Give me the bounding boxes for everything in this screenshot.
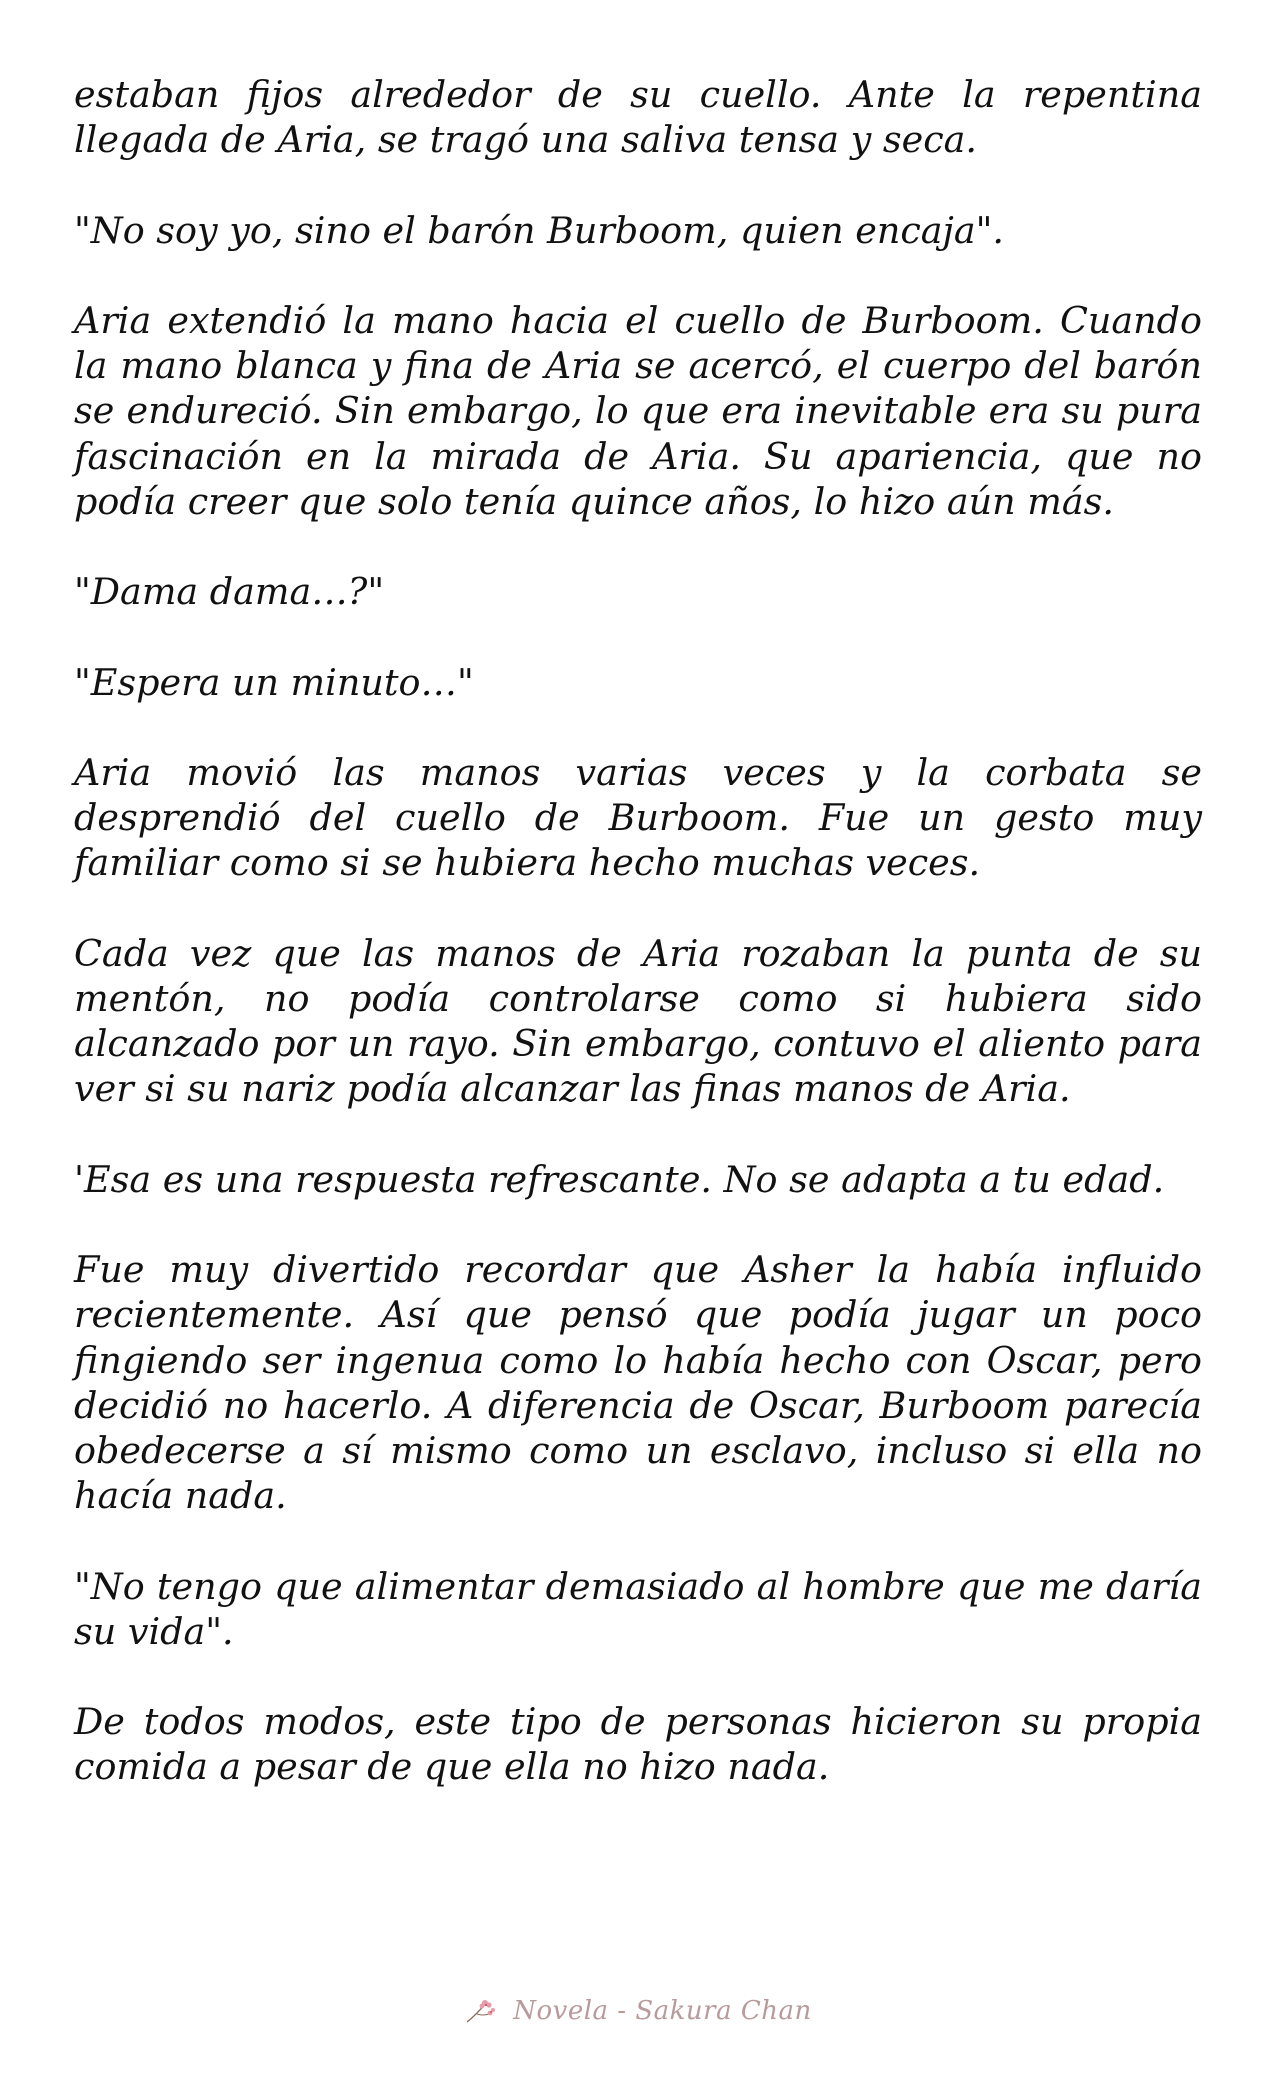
paragraph-4: "Dama dama…?" — [74, 570, 385, 614]
cherry-blossom-icon — [463, 1996, 503, 2026]
paragraph-5: "Espera un minuto…" — [74, 660, 474, 704]
watermark-brand: Novela - Sakura Chan — [513, 1996, 812, 2026]
document-body — [74, 72, 1202, 1835]
paragraph-10: "No tengo que alimentar demasiado al hombre que me daría su vida". — [74, 1564, 1202, 1653]
paragraph-7: Cada vez que las manos de Aria rozaban la punta de su mentón, no podía controlarse como si hubiera sido alcanzado por un rayo. Sin embargo, contuvo el aliento para ver si su nariz podía alcanzar las finas manos de Aria. — [74, 931, 1202, 1111]
paragraph-3: Aria extendió la mano hacia el cuello de Burboom. Cuando la mano blanca y fina de Aria se acercó, el cuerpo del barón se endureció. Sin embargo, lo que era inevitable era su pura fascinación en la mirada de Aria. Su apariencia, que no podía creer que solo tenía quince años, lo hizo aún más. — [74, 298, 1202, 523]
paragraph-11: De todos modos, este tipo de personas hicieron su propia comida a pesar de que ella no hizo nada. — [74, 1700, 1202, 1789]
paragraph-6: Aria movió las manos varias veces y la corbata se desprendió del cuello de Burboom. Fue un gesto muy familiar como si se hubiera hecho muchas veces. — [74, 750, 1202, 885]
paragraph-1: estaban fijos alrededor de su cuello. Ante la repentina llegada de Aria, se tragó una saliva tensa y seca. — [74, 73, 1202, 162]
paragraph-8: 'Esa es una respuesta refrescante. No se adapta a tu edad. — [74, 1157, 1165, 1201]
watermark-footer — [0, 1996, 1275, 2026]
paragraph-2: "No soy yo, sino el barón Burboom, quien encaja". — [74, 208, 1005, 252]
paragraph-9: Fue muy divertido recordar que Asher la había influido recientemente. Así que pensó que podía jugar un poco fingiendo ser ingenua como lo había hecho con Oscar, pero decidió no hacerlo. A diferencia de Oscar, Burboom parecía obedecerse a sí mismo como un esclavo, incluso si ella no hacía nada. — [74, 1248, 1202, 1518]
